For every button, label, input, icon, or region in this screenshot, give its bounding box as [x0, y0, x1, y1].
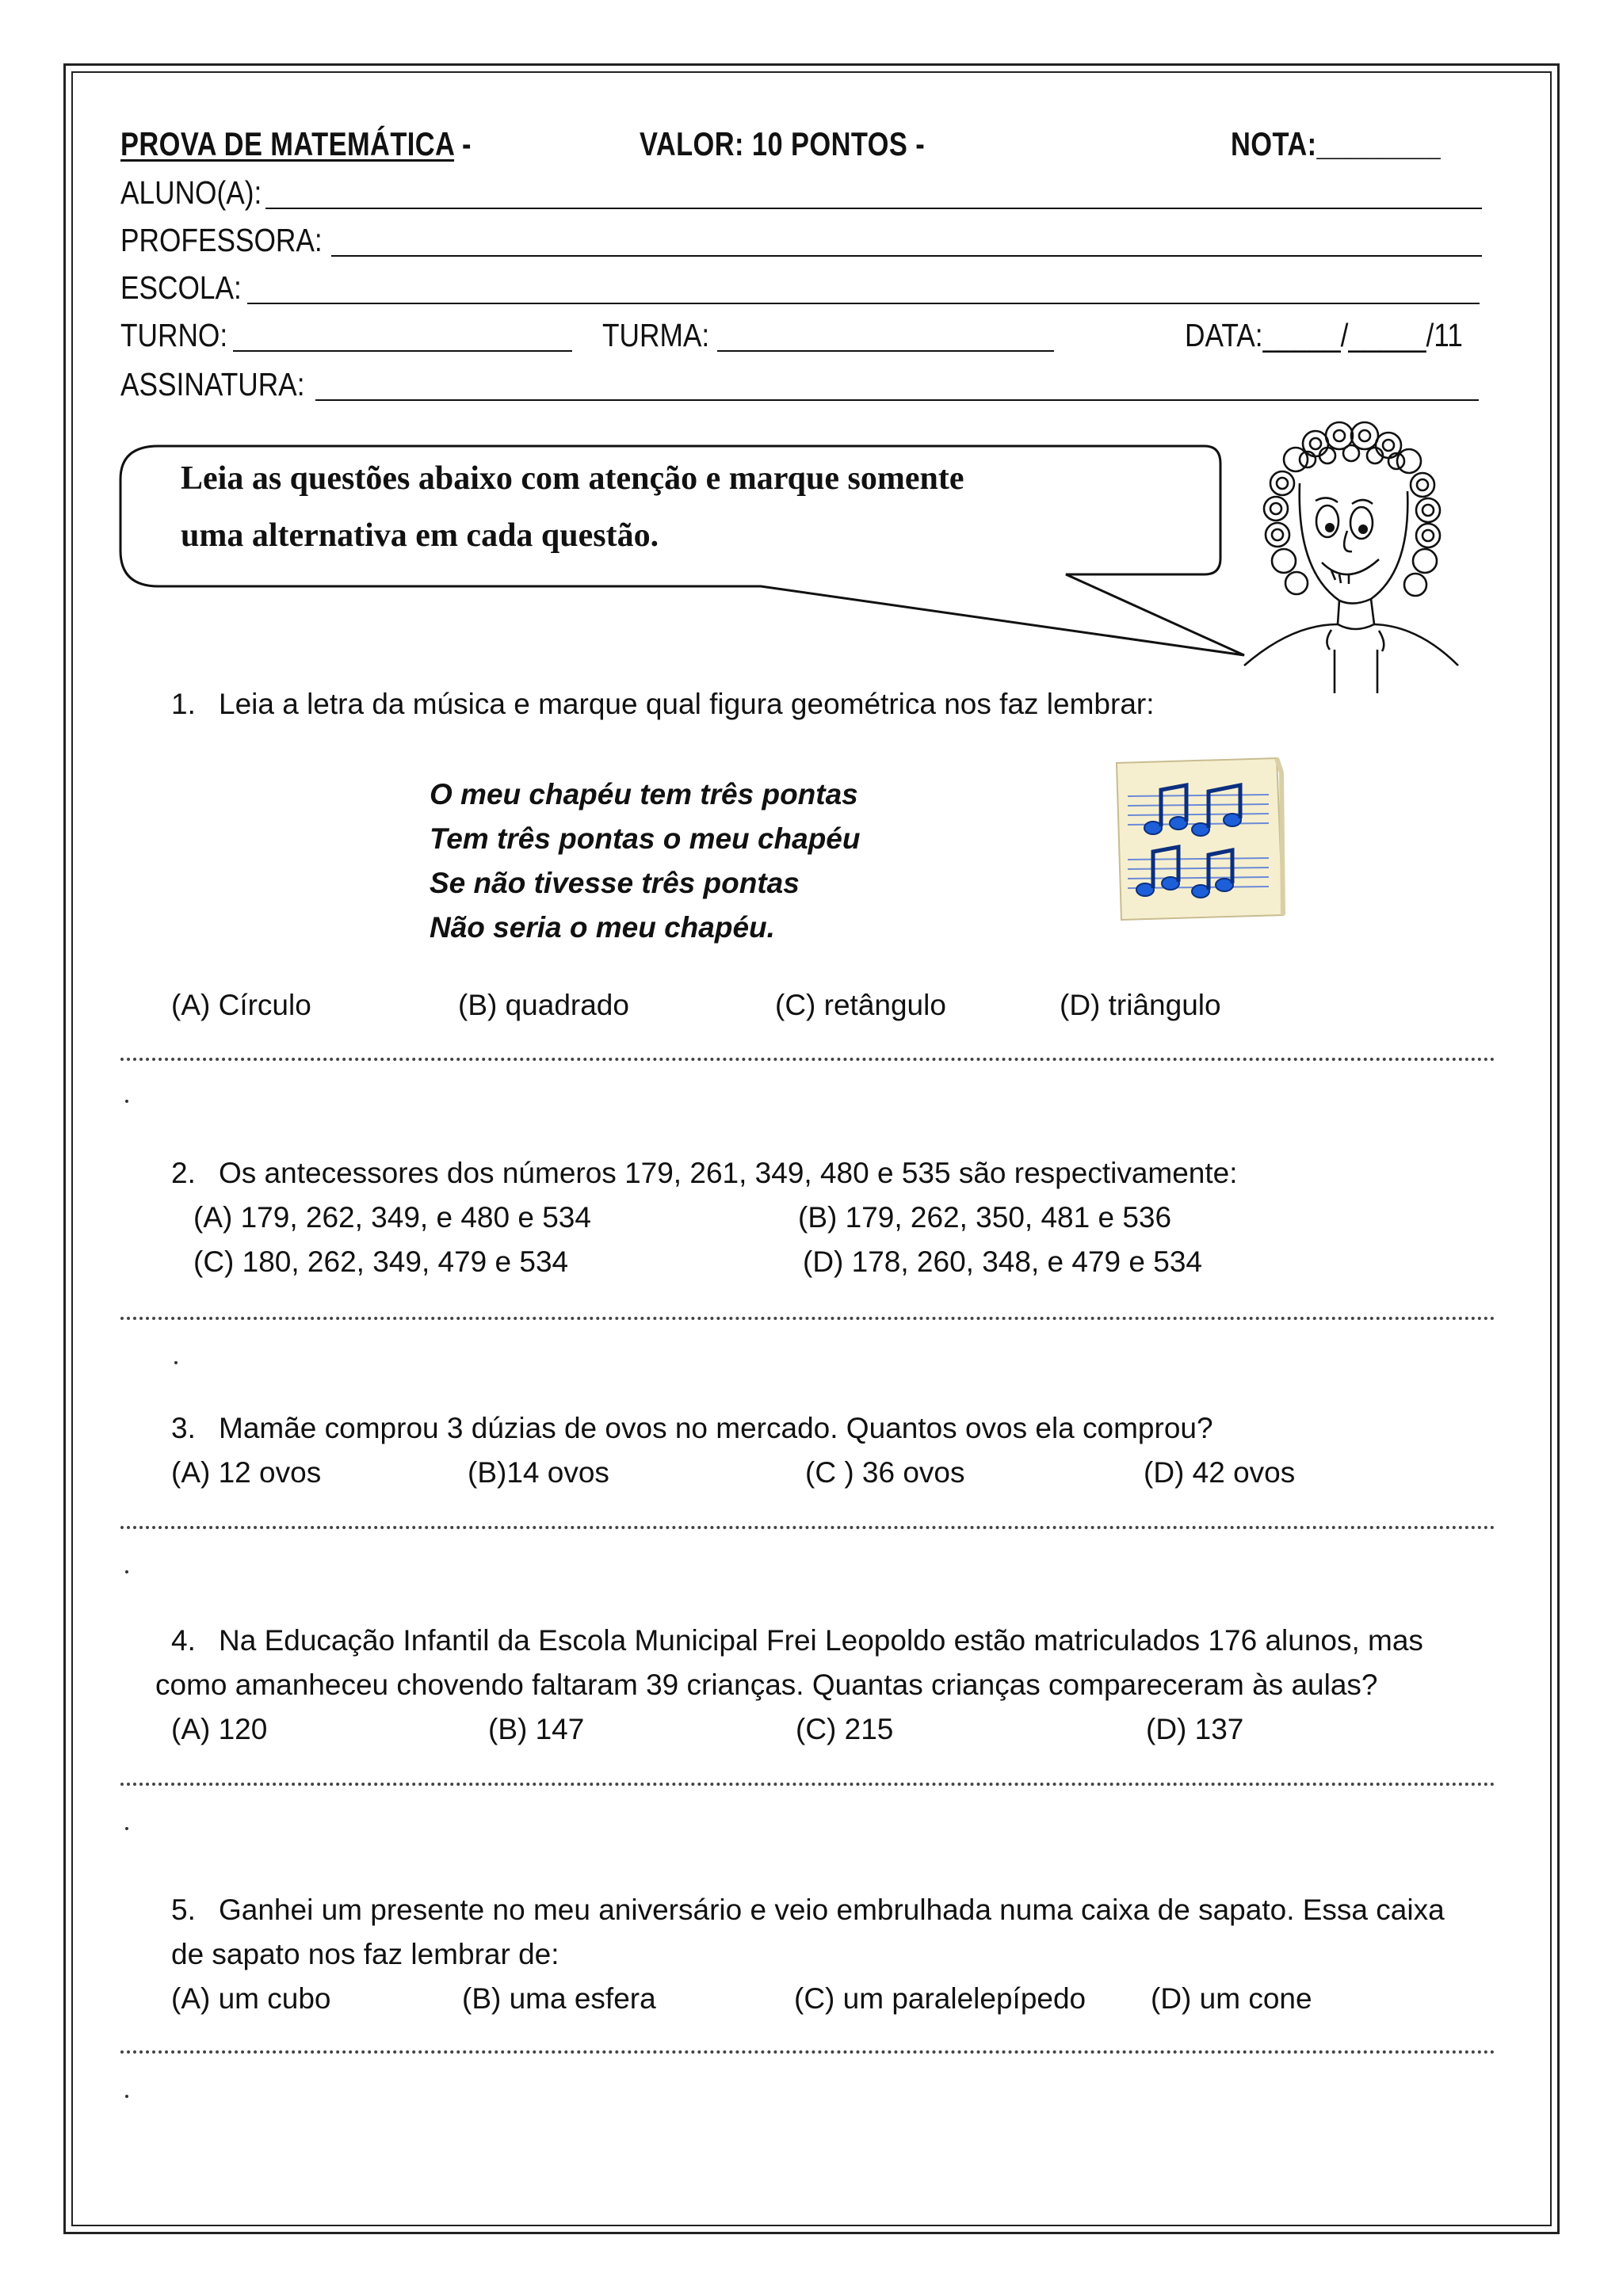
- question-4-option-c[interactable]: (C) 215: [796, 1713, 894, 1745]
- exam-title: PROVA DE MATEMÁTICA -: [120, 125, 472, 162]
- question-2-option-a[interactable]: (A) 179, 262, 349, e 480 e 534: [193, 1201, 591, 1234]
- teacher-label: PROFESSORA:: [120, 222, 323, 258]
- question-2-number: 2.: [171, 1157, 196, 1189]
- signature-label: ASSINATURA:: [120, 366, 305, 402]
- lyric-line: Se não tivesse três pontas: [430, 867, 800, 899]
- instruction-line-2: uma alternativa em cada questão.: [181, 517, 659, 554]
- lyric-line: O meu chapéu tem três pontas: [430, 778, 858, 810]
- girl-cartoon-illustration: [1220, 412, 1474, 697]
- song-lyrics: [430, 772, 860, 950]
- question-3-option-d[interactable]: (D) 42 ovos: [1144, 1456, 1296, 1489]
- date-field[interactable]: DATA:_____/_____/11: [1185, 317, 1463, 353]
- divider-dot: [125, 2095, 128, 2098]
- school-name-line[interactable]: [247, 303, 1480, 304]
- student-label: ALUNO(A):: [120, 174, 262, 211]
- question-3-text: Mamãe comprou 3 dúzias de ovos no mercado. Quantos ovos ela comprou?: [219, 1412, 1213, 1444]
- question-4-option-b[interactable]: (B) 147: [488, 1713, 585, 1745]
- class-label: TURMA:: [602, 317, 710, 353]
- shift-label: TURNO:: [120, 317, 228, 353]
- question-5-number: 5.: [171, 1894, 196, 1926]
- question-5-option-b[interactable]: (B) uma esfera: [462, 1982, 656, 2015]
- question-1-option-d[interactable]: (D) triângulo: [1060, 989, 1221, 1021]
- shift-line[interactable]: [233, 350, 572, 352]
- question-3-option-b[interactable]: (B)14 ovos: [468, 1456, 609, 1489]
- lyric-line: Não seria o meu chapéu.: [430, 911, 775, 944]
- question-2-option-b[interactable]: (B) 179, 262, 350, 481 e 536: [798, 1201, 1172, 1234]
- instruction-line-1: Leia as questões abaixo com atenção e marque somente: [181, 460, 964, 497]
- question-4-text-continued: como amanheceu chovendo faltaram 39 crianças. Quantas crianças compareceram às aulas?: [155, 1669, 1378, 1701]
- question-5-option-d[interactable]: (D) um cone: [1151, 1982, 1312, 2015]
- question-5-option-c[interactable]: (C) um paralelepípedo: [794, 1982, 1086, 2015]
- answer-dotted-line: [120, 1317, 1495, 1320]
- question-1-option-b[interactable]: (B) quadrado: [458, 989, 629, 1021]
- question-3-option-a[interactable]: (A) 12 ovos: [171, 1456, 322, 1489]
- answer-dotted-line: [120, 1526, 1495, 1529]
- grade-field[interactable]: NOTA:________: [1231, 125, 1442, 162]
- question-2-option-c[interactable]: (C) 180, 262, 349, 479 e 534: [193, 1245, 569, 1278]
- question-3-number: 3.: [171, 1412, 196, 1444]
- question-1-number: 1.: [171, 688, 196, 720]
- teacher-name-line[interactable]: [331, 255, 1482, 257]
- lyric-line: Tem três pontas o meu chapéu: [430, 822, 861, 855]
- question-1-text: Leia a letra da música e marque qual figura geométrica nos faz lembrar:: [219, 688, 1155, 720]
- question-1-option-c[interactable]: (C) retângulo: [775, 989, 946, 1021]
- question-4-text: Na Educação Infantil da Escola Municipal Frei Leopoldo estão matriculados 176 alunos, mas: [219, 1624, 1423, 1657]
- question-5-text-continued: de sapato nos faz lembrar de:: [171, 1938, 559, 1970]
- question-5-option-a[interactable]: (A) um cubo: [171, 1982, 331, 2015]
- divider-dot: [125, 1100, 128, 1103]
- music-notes-icon: [1113, 757, 1288, 923]
- answer-dotted-line: [120, 1058, 1495, 1061]
- class-line[interactable]: [717, 350, 1054, 352]
- answer-dotted-line: [120, 1783, 1495, 1786]
- question-4-option-a[interactable]: (A) 120: [171, 1713, 268, 1745]
- answer-dotted-line: [120, 2050, 1495, 2054]
- question-1-option-a[interactable]: (A) Círculo: [171, 989, 311, 1021]
- question-4-option-d[interactable]: (D) 137: [1146, 1713, 1244, 1745]
- exam-value: VALOR: 10 PONTOS -: [640, 125, 926, 162]
- divider-dot: [174, 1361, 178, 1364]
- divider-dot: [125, 1827, 128, 1830]
- question-3-option-c[interactable]: (C ) 36 ovos: [805, 1456, 965, 1489]
- question-4-number: 4.: [171, 1624, 196, 1657]
- question-5-text: Ganhei um presente no meu aniversário e veio embrulhada numa caixa de sapato. Essa caixa: [219, 1894, 1445, 1926]
- signature-line[interactable]: [315, 399, 1479, 401]
- school-label: ESCOLA:: [120, 269, 242, 306]
- student-name-line[interactable]: [265, 208, 1482, 209]
- divider-dot: [125, 1570, 128, 1573]
- question-2-text: Os antecessores dos números 179, 261, 349, 480 e 535 são respectivamente:: [219, 1157, 1238, 1189]
- question-2-option-d[interactable]: (D) 178, 260, 348, e 479 e 534: [803, 1245, 1202, 1278]
